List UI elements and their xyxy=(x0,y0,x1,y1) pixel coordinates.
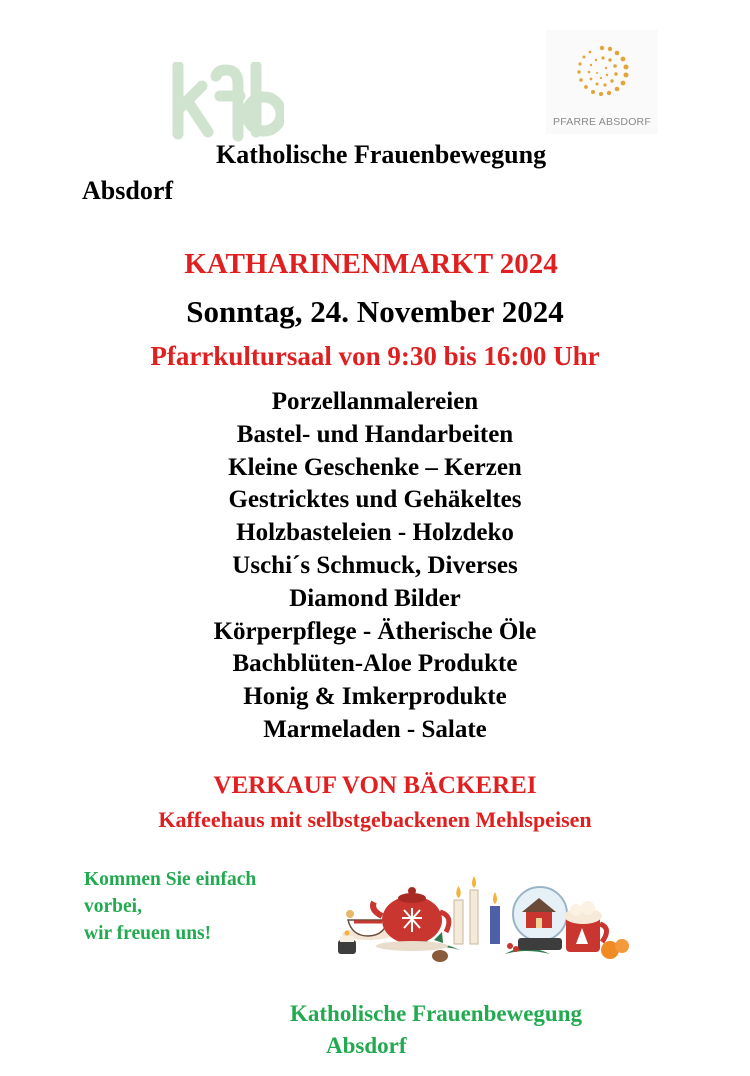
invitation-text xyxy=(84,866,256,947)
org-name-line-1: Katholische Frauenbewegung xyxy=(216,140,547,169)
invitation-line-1: Kommen Sie einfach xyxy=(84,869,257,890)
offer-item: Kleine Geschenke – Kerzen xyxy=(228,453,522,481)
event-date: Sonntag, 24. November 2024 xyxy=(186,294,564,329)
offer-item: Körperpflege - Ätherische Öle xyxy=(213,617,537,645)
bakery-subtitle: Kaffeehaus mit selbstgebackenen Mehlspeisen xyxy=(158,807,592,832)
footer-org-line-2: Absdorf xyxy=(326,1033,407,1058)
offer-item: Uschi´s Schmuck, Diverses xyxy=(232,551,518,579)
offer-item: Marmeladen - Salate xyxy=(263,715,487,743)
offer-item: Honig & Imkerprodukte xyxy=(243,683,507,711)
christmas-tea-candles-illustration-icon xyxy=(330,876,630,968)
footer-org-name xyxy=(290,998,582,1062)
parish-logo-text: PFARRE ABSDORF xyxy=(553,116,651,128)
footer-org-line-1: Katholische Frauenbewegung xyxy=(290,1001,582,1026)
offer-item: Gestricktes und Gehäkeltes xyxy=(228,486,522,514)
event-location: Pfarrkultursaal von 9:30 bis 16:00 Uhr xyxy=(150,341,600,371)
parish-logo xyxy=(546,30,658,134)
offer-item: Porzellanmalereien xyxy=(271,388,479,415)
kfb-logo-icon xyxy=(168,62,284,142)
event-title: KATHARINENMARKT 2024 xyxy=(184,248,558,280)
parish-dots-logo-icon xyxy=(546,30,658,110)
offer-list xyxy=(0,386,750,747)
bakery-title: VERKAUF VON BÄCKEREI xyxy=(213,772,537,799)
invitation-line-3: wir freuen uns! xyxy=(84,923,212,944)
offer-item: Holzbasteleien - Holzdeko xyxy=(236,519,514,547)
invitation-line-2: vorbei, xyxy=(84,896,142,917)
offer-item: Bastel- und Handarbeiten xyxy=(236,420,514,448)
offer-item: Diamond Bilder xyxy=(289,584,461,612)
offer-item: Bachblüten-Aloe Produkte xyxy=(232,650,518,678)
org-name-line-2: Absdorf xyxy=(82,176,174,205)
